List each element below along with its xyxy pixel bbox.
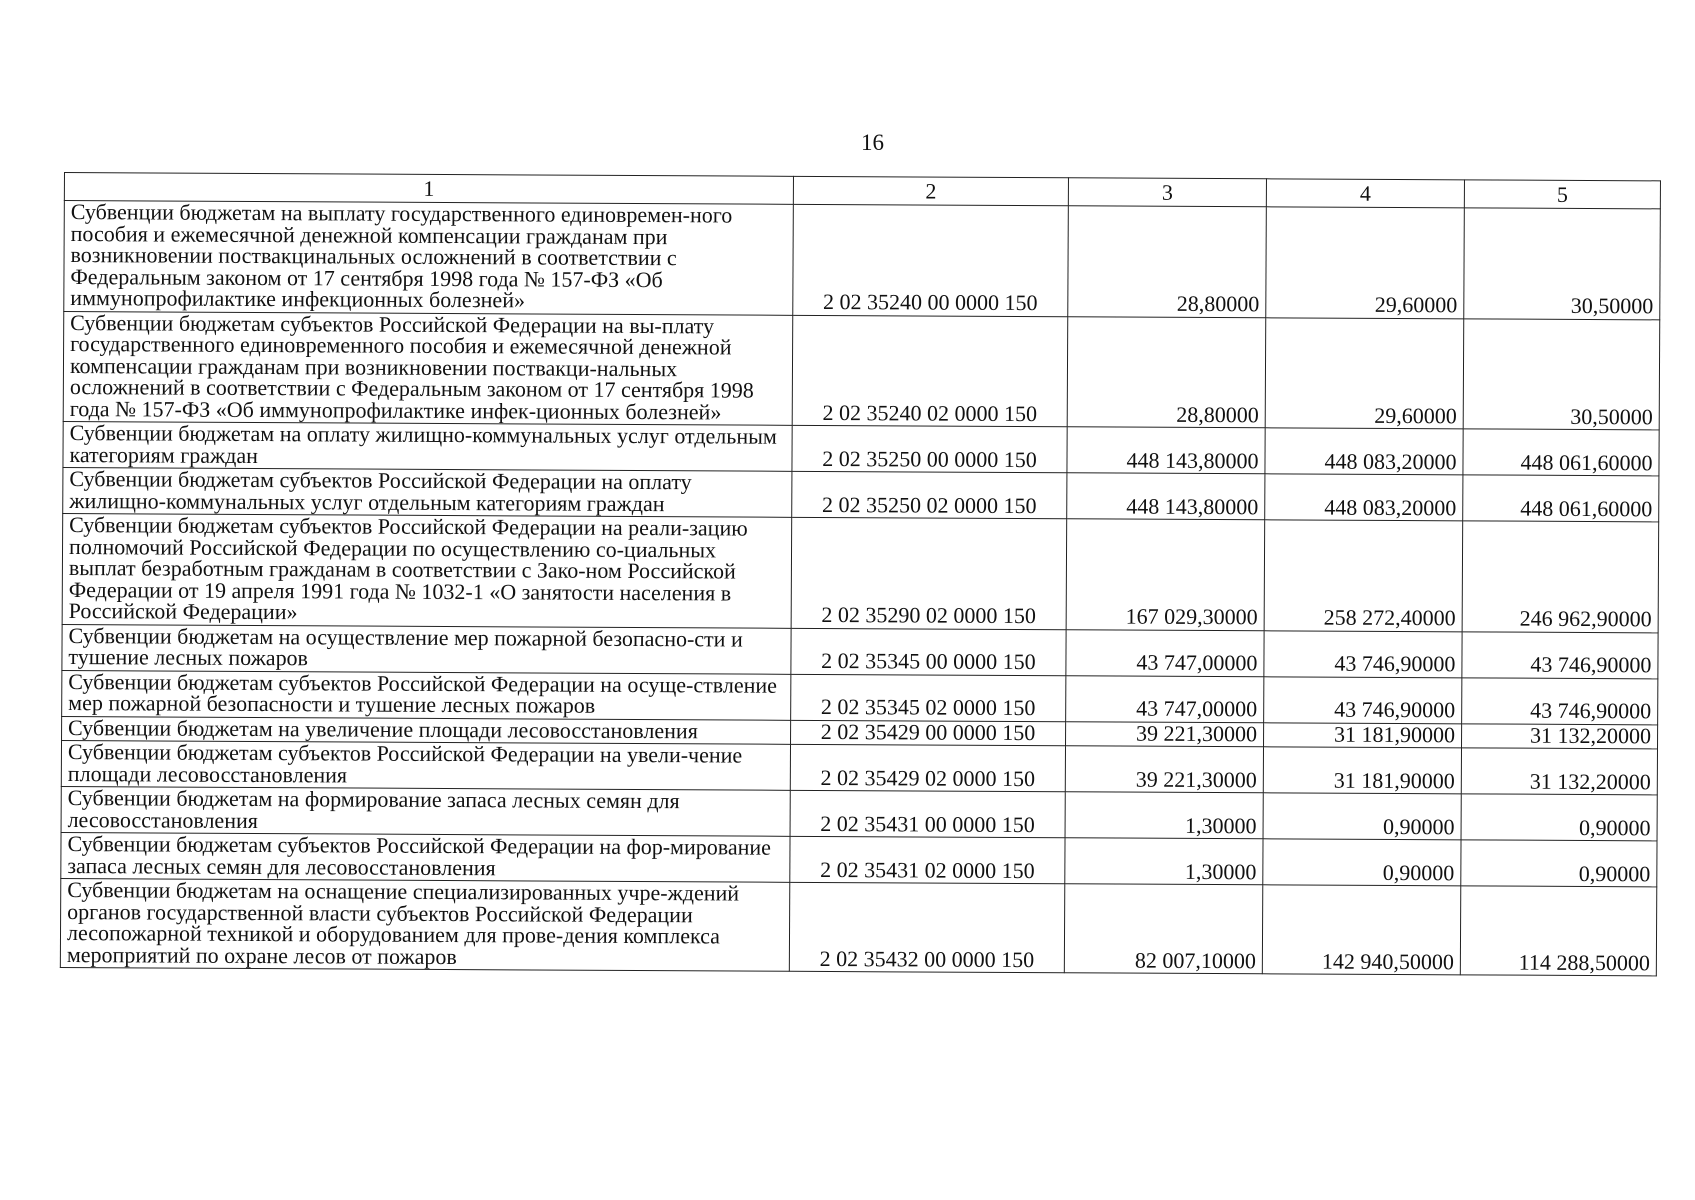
table-row — [60, 878, 1656, 975]
amount-column-3: 82 007,10000 — [1064, 884, 1262, 974]
table-row — [64, 201, 1661, 320]
budget-classification-code: 2 02 35250 00 0000 150 — [792, 425, 1067, 472]
amount-column-5: 30,50000 — [1463, 318, 1660, 430]
budget-classification-code: 2 02 35290 02 0000 150 — [791, 517, 1067, 629]
budget-classification-code: 2 02 35429 02 0000 150 — [790, 744, 1065, 791]
column-header: 5 — [1464, 180, 1660, 209]
amount-column-4: 31 181,90000 — [1264, 722, 1462, 748]
row-description: Субвенции бюджетам субъектов Российской Федерации на вы-плату государственного единовременного пособия и ежемесячной денежной компенсации гражданам при возникновении поствакци-нальных осложнений в соответствии с Федеральным законом от 17 сентября 1998 года № 157-ФЗ «Об иммунопрофилактике инфек-ционных болезней» — [63, 311, 793, 425]
amount-column-5: 0,90000 — [1461, 794, 1657, 841]
row-description: Субвенции бюджетам на оснащение специализированных учре-ждений органов государственной власти субъектов Российской Федерации лесопожарной техникой и оборудованием для прове-дения комплекса мероприятий по охране лесов от пожаров — [60, 878, 789, 971]
amount-column-4: 43 746,90000 — [1264, 676, 1462, 723]
row-description: Субвенции бюджетам субъектов Российской Федерации на увели-чение площади лесовосстановления — [61, 740, 790, 790]
budget-classification-code: 2 02 35250 02 0000 150 — [792, 471, 1067, 518]
amount-column-3: 43 747,00000 — [1066, 629, 1264, 676]
amount-column-5: 30,50000 — [1464, 208, 1661, 320]
column-header: 4 — [1266, 179, 1464, 208]
amount-column-4: 29,60000 — [1265, 317, 1464, 429]
column-header: 2 — [793, 176, 1068, 205]
row-description: Субвенции бюджетам субъектов Российской Федерации на оплату жилищно-коммунальных услуг отдельным категориям граждан — [63, 467, 792, 517]
amount-column-3: 28,80000 — [1067, 316, 1266, 428]
amount-column-5: 114 288,50000 — [1460, 886, 1656, 976]
amount-column-3: 39 221,30000 — [1066, 721, 1264, 747]
amount-column-4: 43 746,90000 — [1264, 630, 1462, 677]
budget-classification-code: 2 02 35240 02 0000 150 — [792, 315, 1068, 427]
amount-column-3: 39 221,30000 — [1065, 746, 1263, 793]
amount-column-4: 448 083,20000 — [1265, 474, 1463, 521]
column-header: 1 — [64, 173, 793, 205]
amount-column-3: 167 029,30000 — [1066, 519, 1265, 631]
row-description: Субвенции бюджетам на выплату государственного единовремен-ного пособия и ежемесячной денежной компенсации гражданам при возникновении поствакцинальных осложнений в соответствии с Федеральным законом от 17 сентября 1998 года № 157-ФЗ «Об иммунопрофилактике инфекционных болезней» — [64, 201, 794, 315]
budget-classification-code: 2 02 35431 00 0000 150 — [790, 790, 1065, 837]
table-row — [63, 311, 1660, 430]
row-description: Субвенции бюджетам на формирование запаса лесных семян для лесовосстановления — [61, 786, 790, 836]
row-description: Субвенции бюджетам субъектов Российской Федерации на реали-зацию полномочий Российской Федерации по осуществлению со-циальных выплат безработным гражданам в соответствии с Зако-ном Российской Федерации от 19 апреля 1991 года № 1032-1 «О занятости населения в Российской Федерации» — [62, 513, 792, 627]
budget-classification-code: 2 02 35345 02 0000 150 — [791, 674, 1066, 721]
amount-column-5: 31 132,20000 — [1462, 723, 1658, 749]
amount-column-4: 0,90000 — [1263, 793, 1461, 840]
amount-column-3: 43 747,00000 — [1066, 675, 1264, 722]
amount-column-3: 448 143,80000 — [1067, 473, 1265, 520]
budget-classification-code: 2 02 35432 00 0000 150 — [789, 882, 1064, 972]
amount-column-4: 142 940,50000 — [1262, 885, 1460, 975]
budget-classification-code: 2 02 35345 00 0000 150 — [791, 628, 1066, 675]
amount-column-5: 246 962,90000 — [1462, 521, 1659, 633]
row-description: Субвенции бюджетам субъектов Российской Федерации на осуще-ствление мер пожарной безопасности и тушение лесных пожаров — [62, 670, 791, 720]
amount-column-5: 0,90000 — [1461, 840, 1657, 887]
row-description: Субвенции бюджетам на увеличение площади лесовосстановления — [62, 716, 791, 744]
budget-classification-code: 2 02 35429 00 0000 150 — [791, 720, 1066, 746]
row-description: Субвенции бюджетам на осуществление мер пожарной безопасно-сти и тушение лесных пожаров — [62, 624, 791, 674]
amount-column-3: 28,80000 — [1068, 206, 1267, 318]
row-description: Субвенции бюджетам субъектов Российской Федерации на фор-мирование запаса лесных семян для лесовосстановления — [61, 832, 790, 882]
amount-column-5: 448 061,60000 — [1463, 429, 1659, 476]
amount-column-3: 1,30000 — [1065, 838, 1263, 885]
amount-column-5: 448 061,60000 — [1463, 475, 1659, 522]
budget-table — [60, 172, 1661, 976]
column-header: 3 — [1068, 178, 1266, 207]
amount-column-4: 29,60000 — [1266, 207, 1465, 319]
amount-column-5: 43 746,90000 — [1462, 631, 1658, 678]
amount-column-4: 0,90000 — [1263, 839, 1461, 886]
amount-column-5: 43 746,90000 — [1462, 677, 1658, 724]
amount-column-3: 1,30000 — [1065, 792, 1263, 839]
amount-column-4: 448 083,20000 — [1265, 428, 1463, 475]
amount-column-3: 448 143,80000 — [1067, 427, 1265, 474]
amount-column-4: 258 272,40000 — [1264, 520, 1463, 632]
row-description: Субвенции бюджетам на оплату жилищно-коммунальных услуг отдельным категориям граждан — [63, 421, 792, 471]
amount-column-4: 31 181,90000 — [1263, 747, 1461, 794]
amount-column-5: 31 132,20000 — [1461, 748, 1657, 795]
budget-classification-code: 2 02 35240 00 0000 150 — [793, 204, 1069, 316]
budget-classification-code: 2 02 35431 02 0000 150 — [790, 836, 1065, 883]
table-row — [62, 513, 1659, 632]
page-number: 16 — [861, 130, 884, 155]
